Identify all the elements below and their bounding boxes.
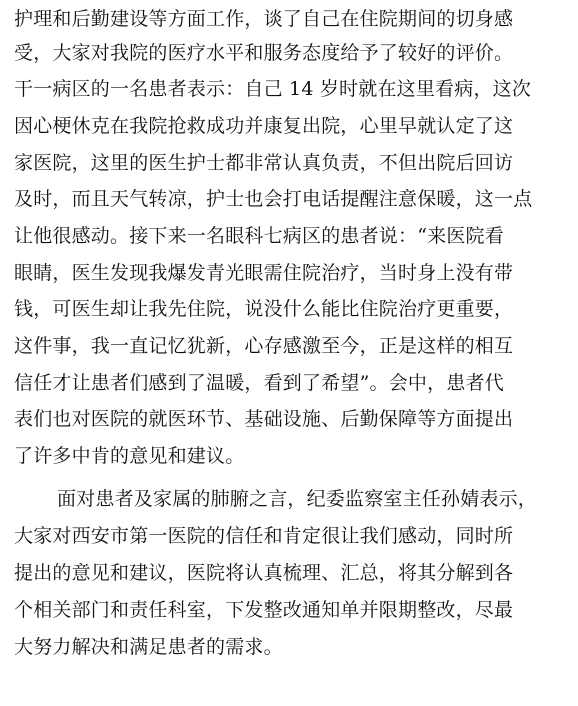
text-line: 眼睛，医生发现我爆发青光眼需住院治疗，当时身上没有带 [14, 262, 514, 284]
text-line: 提出的意见和建议，医院将认真梳理、汇总，将其分解到各 [14, 562, 514, 584]
text-line: 大家对西安市第一医院的信任和肯定很让我们感动，同时所 [14, 525, 514, 547]
text-line: 了许多中肯的意见和建议。 [14, 445, 245, 467]
text-line: 大努力解决和满足患者的需求。 [14, 636, 283, 658]
text-line: 及时，而且天气转凉，护士也会打电话提醒注意保暖，这一点 [14, 188, 533, 210]
text-line: 因心梗休克在我院抢救成功并康复出院，心里早就认定了这 [14, 115, 514, 137]
text-line: 受，大家对我院的医疗水平和服务态度给予了较好的评价。 [14, 42, 514, 64]
text-line: 面对患者及家属的肺腑之言，纪委监察室主任孙婧表示， [57, 488, 538, 510]
text-line: 干一病区的一名患者表示：自己 14 岁时就在这里看病，这次 [14, 78, 532, 100]
text-line: 护理和后勤建设等方面工作，谈了自己在住院期间的切身感 [14, 8, 514, 30]
text-line: 让他很感动。接下来一名眼科七病区的患者说：“来医院看 [14, 225, 504, 247]
text-line: 家医院，这里的医生护士都非常认真负责，不但出院后回访 [14, 152, 514, 174]
text-line: 钱，可医生却让我先住院，说没什么能比住院治疗更重要， [14, 298, 514, 320]
text-line: 信任才让患者们感到了温暖，看到了希望”。会中，患者代 [14, 372, 504, 394]
text-line: 个相关部门和责任科室，下发整改通知单并限期整改，尽最 [14, 599, 514, 621]
text-line: 表们也对医院的就医环节、基础设施、后勤保障等方面提出 [14, 408, 514, 430]
text-line: 这件事，我一直记忆犹新，心存感激至今，正是这样的相互 [14, 335, 514, 357]
